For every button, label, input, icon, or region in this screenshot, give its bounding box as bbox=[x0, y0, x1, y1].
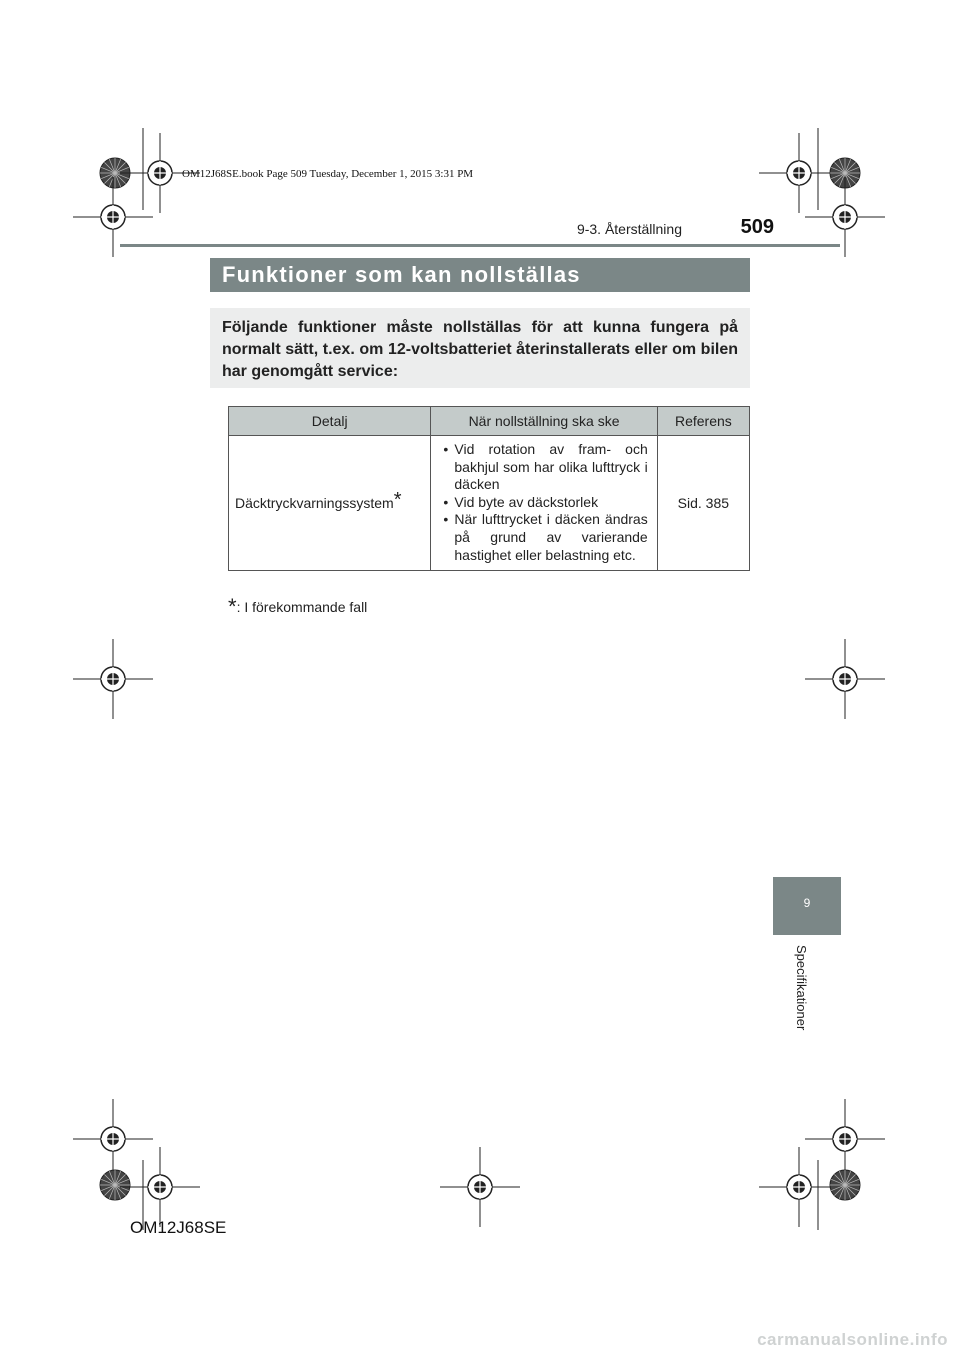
registration-cross-right-lower bbox=[805, 1099, 885, 1179]
registration-cross-left-lower bbox=[73, 1099, 153, 1179]
registration-cross-bottom-right bbox=[759, 1147, 839, 1227]
model-code: OM12J68SE bbox=[130, 1218, 227, 1237]
footnote bbox=[228, 594, 367, 620]
column-header-when: När nollställning ska ske bbox=[431, 407, 657, 436]
reference-cell: Sid. 385 bbox=[657, 436, 749, 571]
column-header-reference: Referens bbox=[657, 407, 749, 436]
registration-cross-top-right bbox=[759, 133, 839, 213]
table-row bbox=[229, 436, 750, 571]
watermark: carmanualsonline.info bbox=[757, 1330, 948, 1349]
footnote-text: : I förekommande fall bbox=[236, 599, 368, 615]
reset-functions-table bbox=[228, 406, 750, 571]
item-name: Däcktryckvarningssystem bbox=[235, 495, 394, 512]
book-info-line: OM12J68SE.book Page 509 Tuesday, December 1, 2015 3:31 PM bbox=[182, 168, 474, 180]
registration-cross-bottom-left bbox=[120, 1147, 200, 1227]
condition-item: • Vid byte av däckstorlek bbox=[443, 494, 647, 512]
registration-cross-middle-left bbox=[73, 639, 153, 719]
conditions-cell bbox=[431, 436, 657, 571]
section-label: 9-3. Återställning bbox=[576, 221, 682, 237]
registration-star-bottom-left bbox=[100, 1170, 130, 1200]
conditions-list bbox=[431, 436, 656, 570]
chapter-tab: 9 bbox=[773, 877, 841, 935]
registration-cross-middle-right bbox=[805, 639, 885, 719]
registration-star-bottom-right bbox=[830, 1170, 860, 1200]
registration-cross-bottom-center bbox=[440, 1147, 520, 1227]
condition-item: • Vid rotation av fram- och bakhjul som har olika lufttryck i däcken bbox=[443, 441, 647, 494]
intro-box bbox=[210, 308, 750, 388]
column-header-item: Detalj bbox=[229, 407, 431, 436]
intro-text: Följande funktioner måste nollställas för att kunna fungera på normalt sätt, t.ex. om 12-voltsbatteriet återinstallerats eller om bilen har genomgått service: bbox=[222, 319, 738, 380]
header-rule bbox=[120, 244, 840, 247]
footnote-marker: * bbox=[228, 594, 237, 619]
item-footnote-marker: * bbox=[393, 489, 402, 512]
section-title: Funktioner som kan nollställas bbox=[210, 258, 750, 292]
page-number: 509 bbox=[740, 216, 774, 238]
condition-item: • När lufttrycket i däcken ändras på grund av varierande hastighet eller belastning etc. bbox=[443, 511, 647, 564]
item-cell bbox=[229, 436, 431, 571]
table-header-row bbox=[229, 407, 750, 436]
chapter-title: Specifikationer bbox=[794, 945, 809, 1031]
page-header bbox=[120, 215, 840, 245]
